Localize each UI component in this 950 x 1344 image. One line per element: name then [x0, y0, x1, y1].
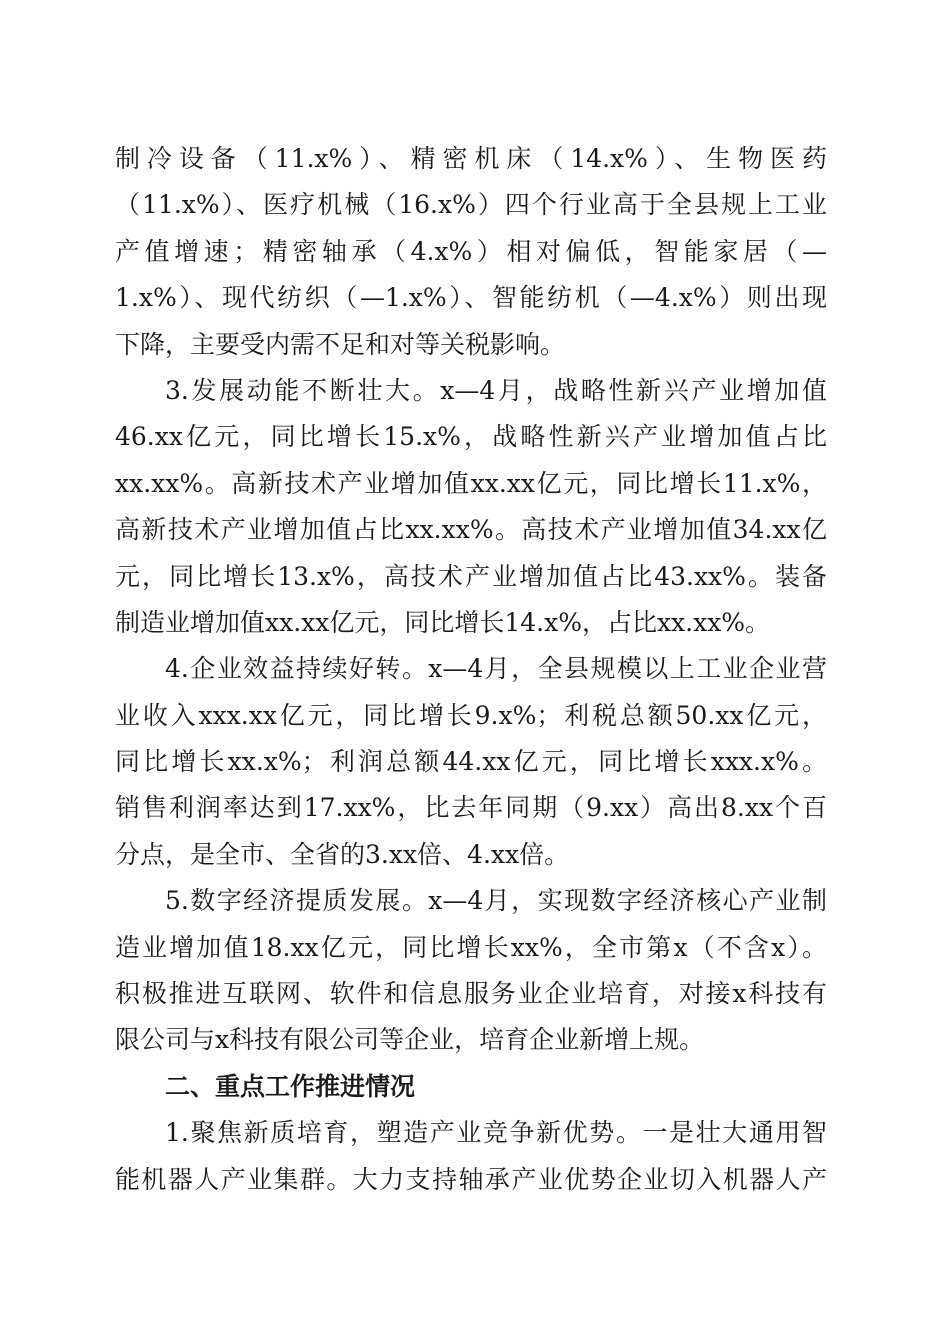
paragraph-line: 1.x%）、现代纺织（—1.x%）、智能纺机（—4.x%）则出现 [115, 283, 827, 313]
subsection-1-line: 1.聚焦新质培育，塑造产业竞争新优势。一是壮大通用智 [165, 1118, 827, 1148]
paragraph-line: 业收入xxx.xx亿元，同比增长9.x%；利税总额50.xx亿元， [115, 700, 827, 730]
paragraph-line: 同比增长xx.x%；利润总额44.xx亿元，同比增长xxx.x%。 [115, 747, 827, 777]
paragraph-line: 积极推进互联网、软件和信息服务业企业培育，对接x科技有 [115, 979, 827, 1009]
paragraph-line: 制冷设备（11.x%）、精密机床（14.x%）、生物医药 [115, 144, 827, 173]
section-4-line: 4.企业效益持续好转。x—4月，全县规模以上工业企业营 [165, 654, 827, 684]
paragraph-line: 销售利润率达到17.xx%，比去年同期（9.xx）高出8.xx个百 [115, 793, 827, 823]
paragraph-line: 元，同比增长13.x%，高技术产业增加值占比43.xx%。装备 [115, 561, 827, 591]
paragraph-line: 限公司与x科技有限公司等企业，培育企业新增上规。 [115, 1025, 705, 1055]
paragraph-line: 高新技术产业增加值占比xx.xx%。高技术产业增加值34.xx亿 [115, 515, 827, 545]
paragraph-line: （11.x%）、医疗机械（16.x%）四个行业高于全县规上工业 [115, 190, 827, 220]
document-body [115, 136, 827, 1203]
paragraph-line: 下降，主要受内需不足和对等关税影响。 [115, 329, 566, 359]
section-heading: 二、重点工作推进情况 [165, 1071, 416, 1101]
paragraph-line: 分点，是全市、全省的3.xx倍、4.xx倍。 [115, 839, 570, 869]
section-3-line: 3.发展动能不断壮大。x—4月，战略性新兴产业增加值 [165, 375, 827, 405]
section-5-line: 5.数字经济提质发展。x—4月，实现数字经济核心产业制 [165, 886, 827, 916]
paragraph-line: 能机器人产业集群。大力支持轴承产业优势企业切入机器人产 [115, 1164, 827, 1194]
paragraph-line: xx.xx%。高新技术产业增加值xx.xx亿元，同比增长11.x%， [115, 468, 827, 498]
paragraph-line: 46.xx亿元，同比增长15.x%，战略性新兴产业增加值占比 [115, 422, 827, 452]
paragraph-line: 产值增速；精密轴承（4.x%）相对偏低，智能家居（— [115, 236, 827, 266]
paragraph-line: 制造业增加值xx.xx亿元，同比增长14.x%，占比xx.xx%。 [115, 607, 771, 637]
paragraph-line: 造业增加值18.xx亿元，同比增长xx%，全市第x（不含x）。 [115, 932, 827, 962]
